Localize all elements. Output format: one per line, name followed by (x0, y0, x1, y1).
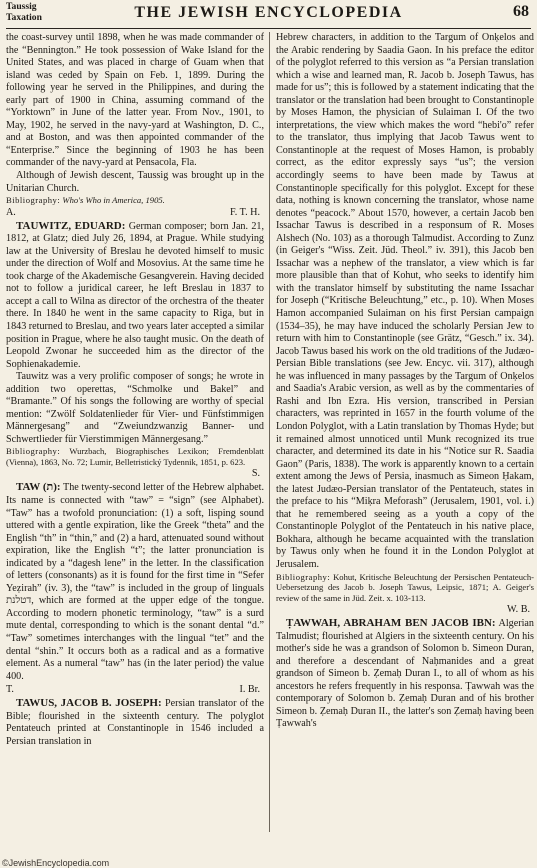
tauwitz-text: German composer; born Jan. 21, 1812, at Glatz; died July 26, 1894, at Prague. While studying law at the University of Breslau he devoted himself to music under the direction of Wolf and Mosovius. At the same time he took charge of the Akademische Gesangverein. Having decided not to follow a juridical career, he left Breslau in 1837 to accept a call to Wilna as director of the orchestra of the theater there. In 1840 he went in the same capacity to Riga, but in 1843 returned to Breslau, and two years later accepted a similar position in Prague, where he also taught music. On the death of Leopold Zwonar he succeeded him as the director of the Sophienakademie. (6, 220, 265, 370)
right-column (276, 32, 534, 731)
running-head-first: Taussig (6, 1, 37, 12)
tawus-headword: TAWUS, JACOB B. JOSEPH: (16, 697, 162, 710)
running-head-last: Taxation (6, 12, 42, 23)
tawus-continuation: Hebrew characters, in addition to the Targum of Onḳelos and the Arabic rendering by Saadia Gaon. In his preface the editor of the polyglot referred to this version as “a Persian translation which a wise and learned man, R. Jacob b. Joseph Tawus, has made for us”; this is followed by a statement indicating that the translator or the translation had been brought to Constantinople by Moses Hamon, the physician of Sulaiman I. Of the two interpretations, the view which makes the word “hebi'o” refer to the translator, thus implying that Jacob Tawus went to Constantinople at the request of Moses Hamon, is probably correct, as the editor expressly says “us”; the version accordingly seems to have been made by Tawus at Constantinople specifically for this polyglot. Except for these data, nothing is known concerning the translator, whose name denotes “peacock.” About 1570, however, a certain Jacob ben Issachar Tawus is described in a responsum of R. Moses Alshech (No. 103) as a thorough Talmudist. According to Zunz (in Geiger's “Wiss. Zeit. Jüd. Theol.” iv. 391), this Jacob ben Issachar was a nephew of the translator, a view which is far more plausible than that of Kohut, who seeks to identify him with the translator himself by substituting the name Issachar for Joseph (“Kritische Beleuchtung,” etc., p. 10). When Moses Hamon accompanied Sulaiman on his first Persian campaign (1534–35), he may have induced the scholarly Persian Jew to return with him to Constantinople (see Grätz, “Gesch.” ix. 34). Jacob Tawus based his work on the old traditions of the Judæo-Persian Bible translations (see Jew. Encyc. vii. 317), although he was influenced in many passages by the Targum of Onḳelos and Saadia's Arabic version, as well as by the commentaries of Rashi and Ibn Ezra. His version, transcribed in Persian characters, was reprinted in 1657 in the fourth volume of the London Polyglot, with a Latin translation by Thomas Hyde; but it remained almost unnoticed until Munk recognized its true character, and determined its date in his “Notice sur R. Saadia Gaon” (Paris, 1838). The work is apparently known to a certain extent among the Jews of Persia, inasmuch as Simeon Ḥakam, the latest Judæo-Persian translator of the Pentateuch, states in the preface to his “Miḳra Meforash” (Jerusalem, 1901, vol. i.) that he remembered seeing as a youth a copy of the Constantinople Polyglot of the Pentateuch in his native place, Bokhara, although he became acquainted with the translation by Tawus only when he found it in the London Polyglot at Jerusalem. (276, 32, 534, 570)
tauwitz-entry (6, 220, 264, 372)
tawwah-entry (276, 617, 534, 731)
tawwah-headword: ṬAWWAH, ABRAHAM BEN JACOB IBN: (286, 617, 496, 630)
signature-line (6, 683, 264, 697)
signature-left: T. (6, 684, 14, 696)
signature-right: S. (251, 468, 260, 480)
signature-right: I. Br. (239, 684, 260, 696)
bibliography-text: Wurzbach, Biographisches Lexikon; Fremdenblatt (Vienna), 1863, No. 72; Lumir, Belletristický Tydennik, 1851, p. 623. (6, 446, 265, 467)
bibliography-label: Bibliography: (6, 195, 61, 206)
bibliography-label: Bibliography: (276, 571, 331, 582)
bibliography-text: Kohut, Kritische Beleuchtung der Persischen Pentateuch-Uebersetzung des Jacob b. Joseph Tawus, Leipsic, 1871; A. Geiger's review of the same in Jüd. Zeit. x. 103-113. (276, 571, 534, 603)
bibliography-label: Bibliography: (6, 446, 61, 457)
signature-right: F. T. H. (229, 206, 260, 218)
bibliography (276, 572, 534, 604)
bibliography-text: Who's Who in America, 1905. (62, 195, 165, 206)
bibliography (6, 195, 264, 206)
page-header (6, 0, 531, 29)
signature-line (276, 603, 534, 617)
signature-left: A. (6, 206, 16, 218)
tawus-entry (6, 697, 264, 748)
bibliography (6, 446, 264, 467)
left-column (6, 32, 264, 748)
watermark: ©JewishEncyclopedia.com (2, 858, 110, 868)
taw-headword: TAW (ת): (16, 481, 61, 494)
column-divider (269, 32, 270, 832)
signature-right: W. B. (507, 604, 530, 616)
tauwitz-paragraph-2: Tauwitz was a very prolific composer of songs; he wrote in addition two operettas, “Schmolke und Bakel” and “Bramante.” Of his songs the following are worthy of special mention: “Zwölf Soldatenlieder für Vier- und Fünfstimmigen Männergesang” and “Zweiundzwanzig Banner- und Schwertlieder für Vierstimmigen Männergesang.” (6, 371, 264, 445)
page-title: THE JEWISH ENCYCLOPEDIA (134, 4, 403, 21)
taussig-paragraph: the coast-survey until 1898, when he was made commander of the “Bennington.” He took possession of Wake Island for the United States, and was placed in charge of Guam when that island was ceded by Spain on Feb. 1, 1899. During the following year he served in the Philippines, and during the early part of 1900 in China, assuming command of the “Yorktown” in June of the latter year. From Nov., 1901, to May, 1902, he served in the navy-yard at Washington, D. C., and at Boston, and was then appointed commander of the “Enterprise.” Since the beginning of 1903 he has been commander of the navy-yard at Pensacola, Fla. (6, 32, 264, 169)
tauwitz-headword: TAUWITZ, EDUARD: (16, 219, 126, 232)
signature-line (6, 206, 264, 220)
page-number: 68 (513, 3, 529, 20)
taw-entry (6, 481, 264, 683)
taussig-paragraph-2: Although of Jewish descent, Taussig was brought up in the Unitarian Church. (6, 170, 264, 194)
taw-text: The twenty-second letter of the Hebrew alphabet. Its name is connected with “taw” = “sign” (see Alphabet). “Taw” has a twofold pronunciation: (1) a soft, lisping sound uttered with a gentle expiration, like the Greek “theta” and the English “th” in “thin,” and (2) a hard, attenuated sound without expiration, like the English “t”; the latter pronunciation is indicated by a “dagesh lene” in the letter. In the classification of letters (consonants) as it is found for the first time in “Sefer Yeẓirah” (iv. 3), the “taw” is included in the group of linguals דטלנת, which are formed at the upper edge of the tongue. According to modern phonetic terminology, “taw” is a surd mute dental, corresponding to which is the sonant dental “d.” “Taw” sometimes interchanges with the lingual “tet” and the dental “shin.” It occurs both as a radical and as a formative element. As a numeral “taw” has (in the later period) the value 400. (6, 482, 264, 682)
tawus-text: Persian translator of the Bible; flourished in the sixteenth century. The polyglot Pentateuch printed at Constantinople in 1546 included a Persian translation in (6, 698, 264, 747)
tawwah-text: Algerian Talmudist; flourished at Algiers in the sixteenth century. On his mother's side he was a grandson of Solomon b. Simeon Duran, and therefore a descendant of Naḥmanides and a great grandson of Simeon b. Ẓemaḥ Duran I., to all of whom as his ancestors he refers frequently in his responsa. Ṭawwah was the contemporary of Solomon b. Ẓemaḥ Duran and of his brother Simeon b. Ẓemaḥ Duran II., the latter's son Ẓemaḥ having been Ṭawwah's (276, 618, 534, 730)
signature-line (6, 467, 264, 481)
